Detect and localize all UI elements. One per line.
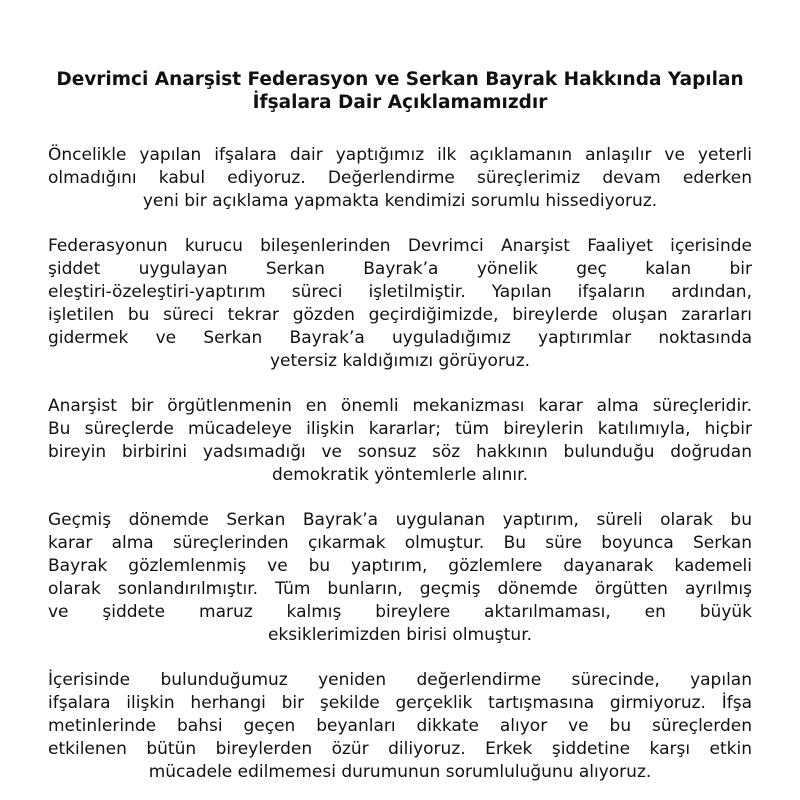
document-title — [48, 68, 752, 114]
paragraph-line: eksiklerimizden birisi olmuştur. — [267, 625, 533, 645]
paragraph-line: yetersiz kaldığımızı görüyoruz. — [269, 351, 531, 371]
paragraph-3 — [48, 395, 752, 487]
paragraph-line: olarak sonlandırılmıştır. Tüm bunların, geçmiş dönemde örgütten ayrılmış — [48, 579, 752, 599]
paragraph-5 — [48, 669, 752, 784]
paragraph-line: demokratik yöntemlerle alınır. — [272, 465, 528, 485]
paragraph-line: karar alma süreçlerinden çıkarmak olmuştur. Bu süre boyunca Serkan — [48, 533, 752, 553]
paragraph-line: Bu süreçlerde mücadeleye ilişkin kararlar; tüm bireylerin katılımıyla, hiçbir — [48, 419, 752, 439]
paragraph-line: ve şiddete maruz kalmış bireylere aktarılmaması, en büyük — [48, 602, 752, 622]
paragraph-line: bireyin birbirini yadsımadığı ve sonsuz söz hakkının bulunduğu doğrudan — [48, 442, 752, 462]
title-line-1: Devrimci Anarşist Federasyon ve Serkan Bayrak Hakkında Yapılan — [56, 69, 744, 90]
paragraph-line: olmadığını kabul ediyoruz. Değerlendirme süreçlerimiz devam ederken — [48, 168, 752, 188]
paragraph-line: Geçmiş dönemde Serkan Bayrak’a uygulanan yaptırım, süreli olarak bu — [48, 510, 752, 530]
paragraph-2 — [48, 235, 752, 373]
paragraph-line: mücadele edilmemesi durumunun sorumluluğunu alıyoruz. — [148, 762, 652, 782]
paragraph-line: Bayrak gözlemlenmiş ve bu yaptırım, gözlemlere dayanarak kademeli — [48, 556, 752, 576]
paragraph-line: metinlerinde bahsi geçen beyanları dikkate alıyor ve bu süreçlerden — [48, 716, 752, 736]
paragraph-line: Öncelikle yapılan ifşalara dair yaptığımız ilk açıklamanın anlaşılır ve yeterli — [48, 145, 752, 165]
paragraph-line: yeni bir açıklama yapmakta kendimizi sorumlu hissediyoruz. — [142, 191, 658, 211]
paragraph-line: Federasyonun kurucu bileşenlerinden Devrimci Anarşist Faaliyet içerisinde — [48, 236, 752, 256]
paragraph-line: İçerisinde bulunduğumuz yeniden değerlendirme sürecinde, yapılan — [48, 670, 752, 690]
paragraph-line: etkilenen bütün bireylerden özür diliyoruz. Erkek şiddetine karşı etkin — [48, 739, 752, 759]
paragraph-line: işletilen bu süreci tekrar gözden geçirdiğimizde, bireylerde oluşan zararları — [48, 305, 752, 325]
title-line-2: İfşalara Dair Açıklamamızdır — [252, 92, 548, 113]
paragraph-line: şiddet uygulayan Serkan Bayrak’a yönelik geç kalan bir — [48, 259, 752, 279]
paragraph-line: Anarşist bir örgütlenmenin en önemli mekanizması karar alma süreçleridir. — [48, 396, 752, 416]
paragraph-1 — [48, 144, 752, 213]
paragraph-line: gidermek ve Serkan Bayrak’a uyguladığımız yaptırımlar noktasında — [48, 328, 752, 348]
paragraph-4 — [48, 509, 752, 647]
paragraph-line: ifşalara ilişkin herhangi bir şekilde gerçeklik tartışmasına girmiyoruz. İfşa — [48, 693, 752, 713]
paragraph-line: eleştiri-özeleştiri-yaptırım süreci işletilmiştir. Yapılan ifşaların ardından, — [48, 282, 752, 302]
